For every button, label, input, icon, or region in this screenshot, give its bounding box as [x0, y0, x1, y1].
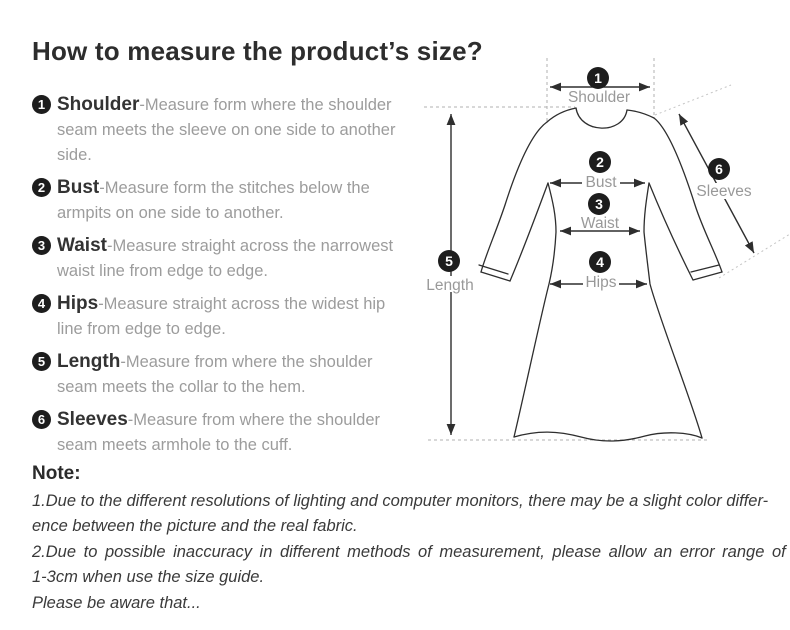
right-shoulder-seam	[627, 110, 654, 118]
shoulder-label: Shoulder	[567, 89, 631, 106]
badge-number: 1	[594, 70, 602, 86]
left-sleeve-outer	[481, 122, 547, 272]
body-right-side	[644, 183, 702, 438]
number-badge: 5	[32, 352, 51, 371]
length-label: Length	[426, 277, 474, 294]
measure-desc-line: seam meets the sleeve on one side to another	[57, 121, 396, 139]
right-sleeve-inner	[649, 183, 693, 280]
badge-number: 5	[445, 253, 453, 269]
note-line: 2.Due to possible inaccuracy in different methods of measurement, please allow an error range of	[32, 542, 786, 561]
left-sleeve-inner	[510, 183, 548, 281]
note-line: Please be aware that...	[32, 593, 201, 612]
note-heading: Note:	[32, 463, 81, 484]
measure-term: Shoulder	[57, 94, 140, 115]
measure-term: Length	[57, 351, 121, 372]
witness-lines	[424, 58, 790, 440]
measure-term: Hips	[57, 293, 99, 314]
measure-term: Bust	[57, 177, 100, 198]
number-badge: 1	[32, 95, 51, 114]
measure-desc-line: side.	[57, 146, 92, 164]
number-badge: 4	[32, 294, 51, 313]
measure-term: Waist	[57, 235, 107, 256]
measure-desc-line: -Measure from where the shoulder	[127, 411, 380, 429]
page-title: How to measure the product’s size?	[32, 36, 483, 66]
measure-desc-line: -Measure form where the shoulder	[139, 96, 392, 114]
measure-desc-line: seam meets the collar to the hem.	[57, 378, 306, 396]
sleeve-cuff-dotted-line	[719, 234, 790, 278]
badge-number: 6	[715, 161, 723, 177]
hips-label: Hips	[585, 274, 617, 291]
measure-desc-line: -Measure from where the shoulder	[120, 353, 373, 371]
number-badge: 3	[32, 236, 51, 255]
right-cuff-end	[693, 272, 722, 280]
sleeve-top-dotted-line	[655, 85, 731, 115]
neckline	[576, 108, 627, 128]
measure-desc-line: line from edge to edge.	[57, 320, 226, 338]
badge-number: 2	[596, 154, 604, 170]
measure-desc-line: -Measure straight across the widest hip	[98, 295, 386, 313]
number-badge: 6	[32, 410, 51, 429]
measure-desc-line: -Measure form the stitches below the	[99, 179, 370, 197]
right-cuff-seam	[691, 265, 719, 272]
body-left-side	[514, 183, 556, 437]
waist-label: Waist	[580, 215, 620, 232]
sleeves-label: Sleeves	[696, 183, 752, 200]
note-line: 1-3cm when use the size guide.	[32, 568, 265, 587]
diagram-labels	[426, 89, 752, 294]
measure-desc-line: seam meets armhole to the cuff.	[57, 436, 293, 454]
measure-desc-line: waist line from edge to edge.	[57, 262, 268, 280]
left-shoulder-seam	[547, 108, 576, 122]
badge-number: 4	[596, 254, 604, 270]
note-line: 1.Due to the different resolutions of lighting and computer monitors, there may be a slight color differ-	[32, 492, 769, 510]
measure-desc-line: -Measure straight across the narrowest	[106, 237, 394, 255]
measure-desc-line: armpits on one side to another.	[57, 204, 284, 222]
note-body	[32, 489, 784, 616]
measure-term: Sleeves	[57, 409, 128, 430]
badge-number: 3	[595, 196, 603, 212]
bust-label: Bust	[585, 174, 617, 191]
note-line: ence between the picture and the real fabric.	[32, 517, 358, 536]
number-badge: 2	[32, 178, 51, 197]
